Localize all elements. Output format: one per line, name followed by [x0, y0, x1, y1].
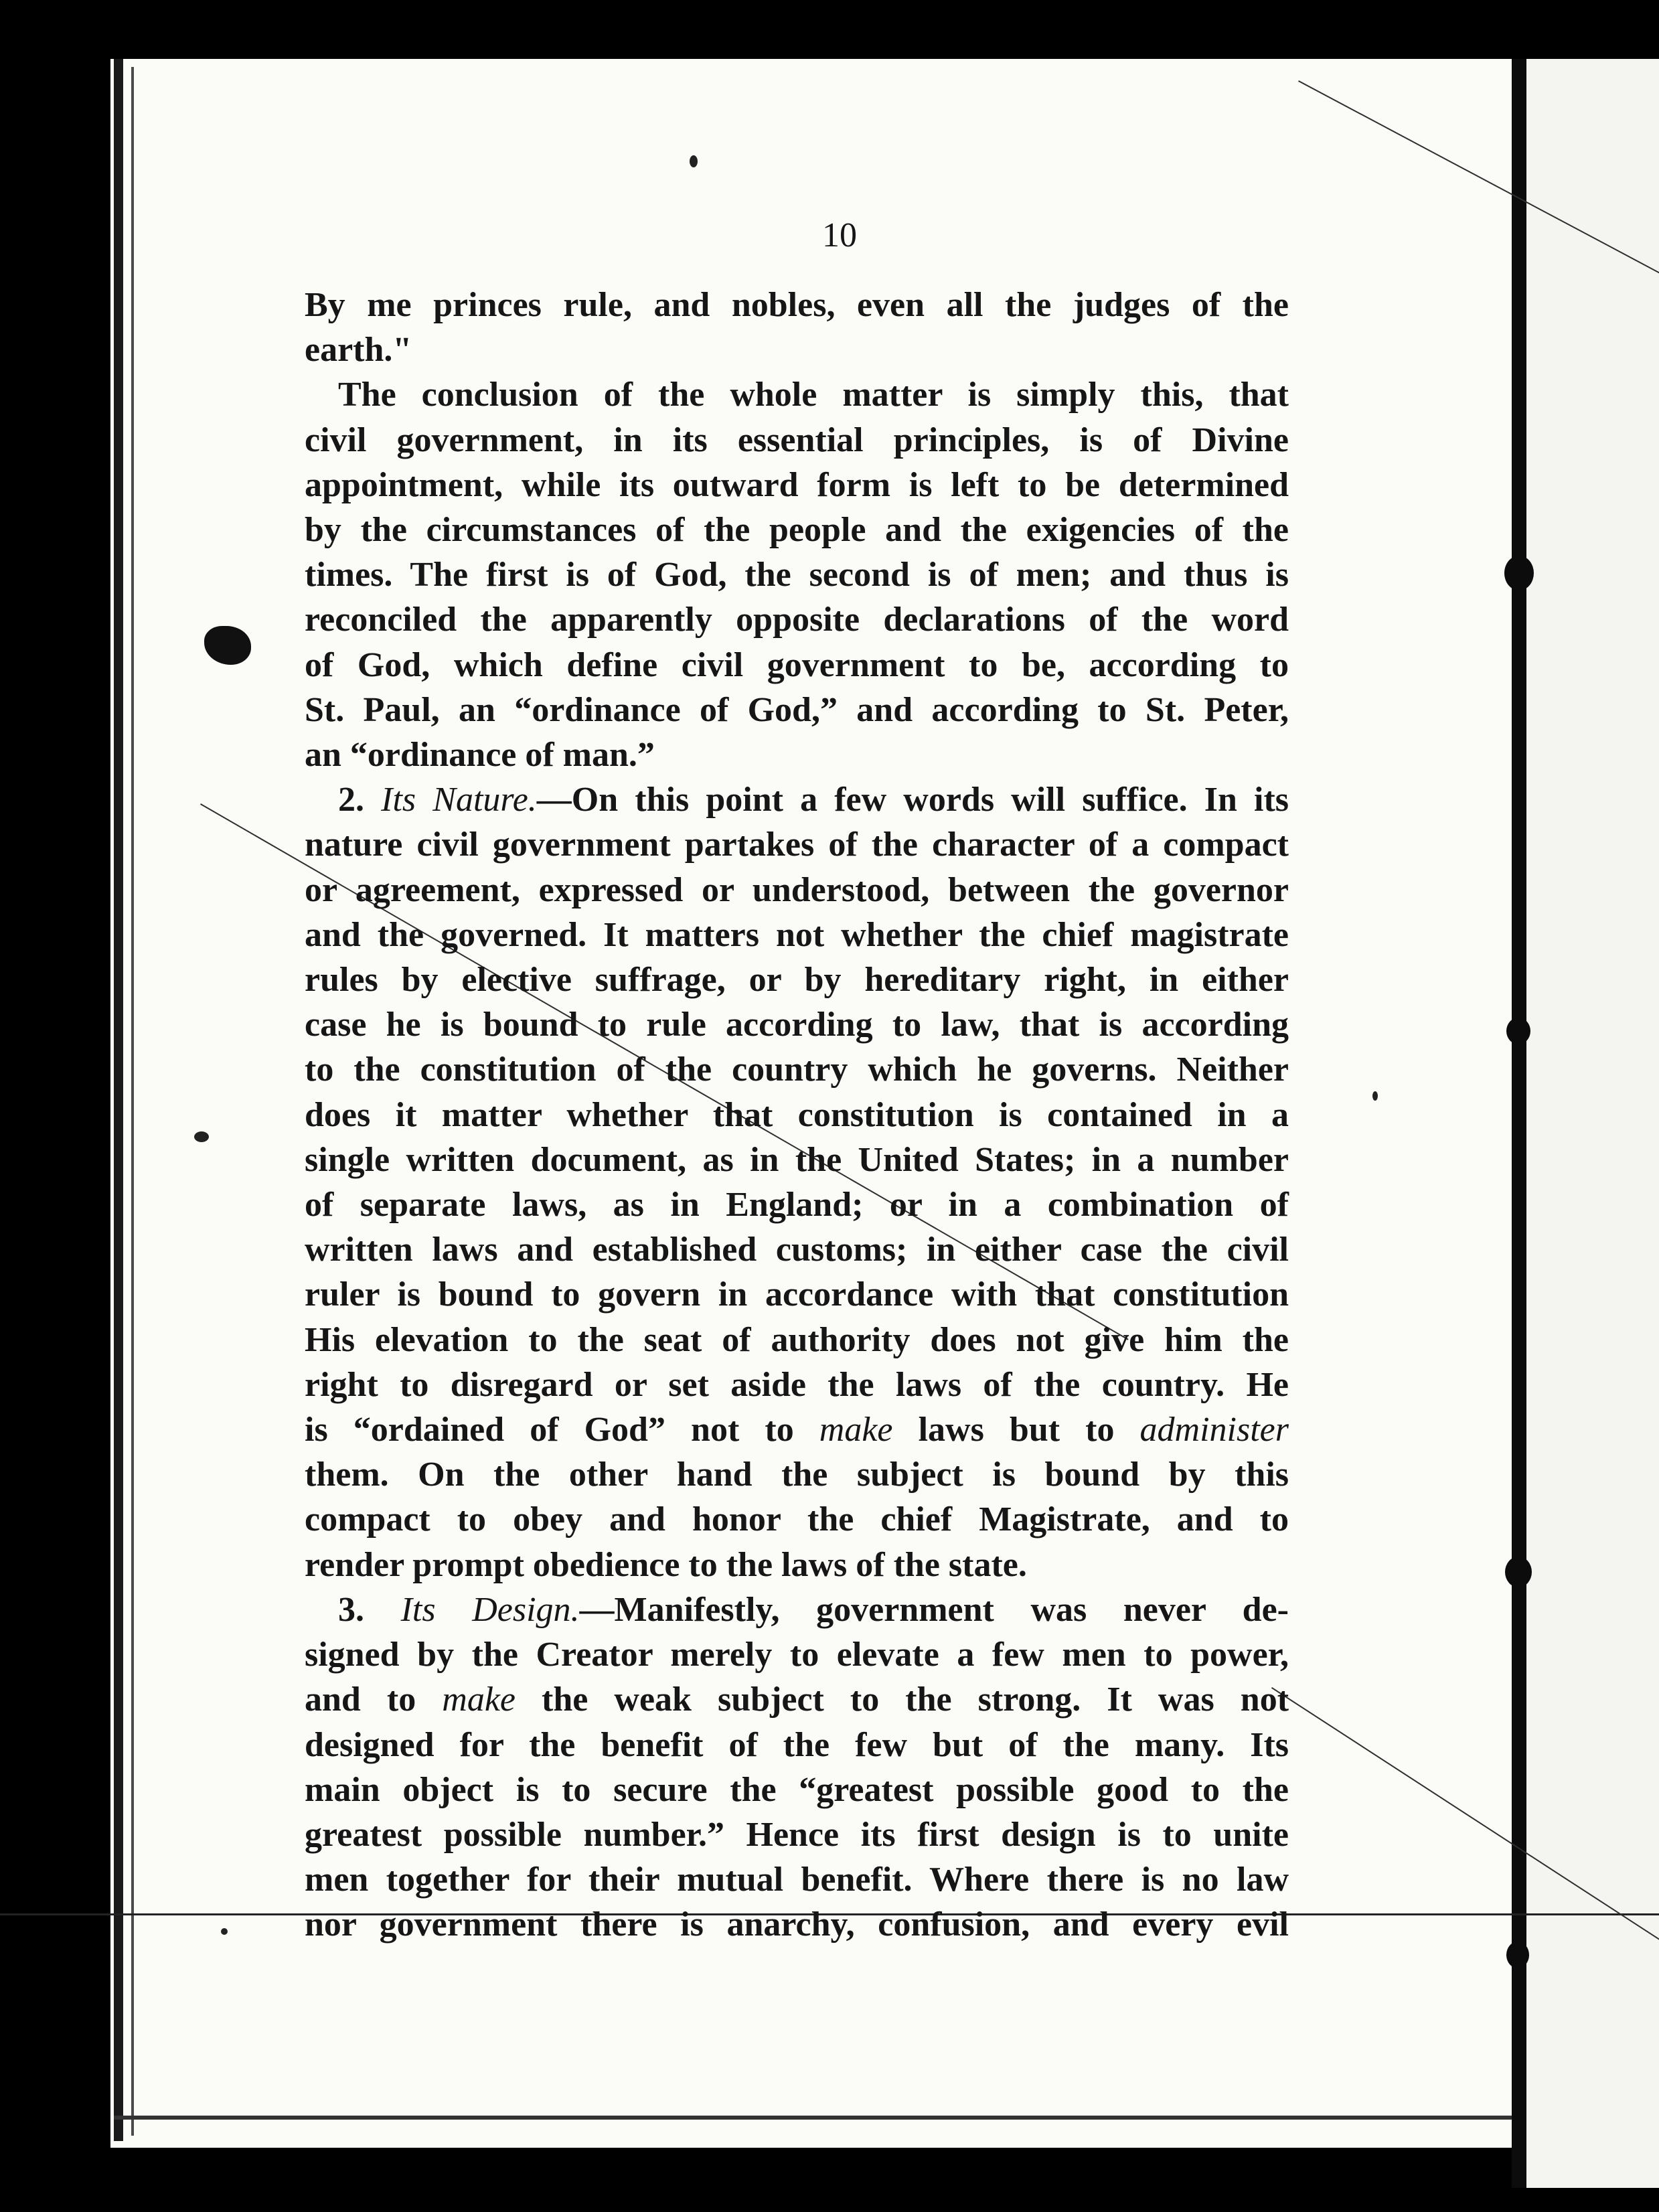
text-line: render prompt obedience to the laws of the state.: [305, 1545, 1027, 1584]
text-line: an “ordinance of man.”: [305, 736, 655, 775]
text-line: case he is bound to rule according to law, that is according: [305, 1006, 1289, 1044]
text-line: single written document, as in the United States; in a number: [305, 1140, 1289, 1179]
text-line: them. On the other hand the subject is bound by this: [305, 1455, 1289, 1494]
spine-ink-blob: [1506, 1018, 1530, 1044]
text-line: reconciled the apparently opposite declarations of the word: [305, 601, 1289, 639]
binding-spine: [1512, 59, 1526, 2188]
spine-ink-blob: [1504, 556, 1534, 590]
text-line: appointment, while its outward form is left to be determined: [305, 465, 1289, 504]
text-line: does it matter whether that constitution is contained in a: [305, 1095, 1289, 1134]
text-line: signed by the Creator merely to elevate a few men to power,: [305, 1636, 1289, 1674]
text-line: of separate laws, as in England; or in a combination of: [305, 1186, 1289, 1224]
text-line: written laws and established customs; in either case the civil: [305, 1231, 1289, 1269]
text-line: earth.": [305, 331, 412, 370]
text-line: civil government, in its essential principles, is of Divine: [305, 420, 1289, 459]
text-line: and the governed. It matters not whether the chief magistrate: [305, 915, 1289, 954]
spine-ink-blob: [1506, 1942, 1529, 1968]
text-line: 2. Its Nature.—On this point a few words will suffice. In its: [338, 781, 1289, 819]
text-line: to the constitution of the country which he governs. Neither: [305, 1050, 1289, 1089]
page-edge-bottom: [114, 2116, 1520, 2120]
text-line: by the circumstances of the people and the exigencies of the: [305, 511, 1289, 550]
text-line: right to disregard or set aside the laws of the country. He: [305, 1365, 1289, 1404]
binding-edge-left: [114, 59, 123, 2141]
text-line: St. Paul, an “ordinance of God,” and according to St. Peter,: [305, 690, 1289, 729]
ink-speck: [221, 1928, 228, 1935]
page-number: 10: [822, 216, 857, 254]
text-line: The conclusion of the whole matter is simply this, that: [338, 376, 1289, 414]
text-line: His elevation to the seat of authority does not give him the: [305, 1320, 1289, 1359]
text-line: men together for their mutual benefit. Where there is no law: [305, 1861, 1289, 1899]
text-line: rules by elective suffrage, or by hereditary right, in either: [305, 961, 1289, 1000]
text-line: compact to obey and honor the chief Magistrate, and to: [305, 1500, 1289, 1539]
text-line: or agreement, expressed or understood, between the governor: [305, 870, 1289, 909]
page-edge-line: [131, 67, 134, 2136]
text-line: nor government there is anarchy, confusion, and every evil: [305, 1905, 1289, 1944]
text-line: 3. Its Design.—Manifestly, government was never de-: [338, 1590, 1289, 1629]
text-line: of God, which define civil government to be, according to: [305, 645, 1289, 684]
ink-speck: [1372, 1091, 1378, 1101]
text-line: times. The first is of God, the second is of men; and thus is: [305, 556, 1289, 595]
text-line: nature civil government partakes of the character of a compact: [305, 825, 1289, 864]
text-line: ruler is bound to govern in accordance with that constitution: [305, 1275, 1289, 1314]
ink-speck: [194, 1131, 209, 1142]
spine-ink-blob: [1505, 1557, 1532, 1587]
text-line: main object is to secure the “greatest possible good to the: [305, 1770, 1289, 1809]
adjacent-page-strip: [1526, 59, 1659, 2188]
body-text: [305, 283, 1289, 1948]
text-line: designed for the benefit of the few but of the many. Its: [305, 1725, 1289, 1764]
text-line: greatest possible number.” Hence its first design is to unite: [305, 1815, 1289, 1854]
text-line: and to make the weak subject to the strong. It was not: [305, 1680, 1289, 1719]
text-line: is “ordained of God” not to make laws but to administer: [305, 1411, 1289, 1449]
ink-speck: [690, 155, 698, 167]
text-line: By me princes rule, and nobles, even all the judges of the: [305, 286, 1289, 324]
